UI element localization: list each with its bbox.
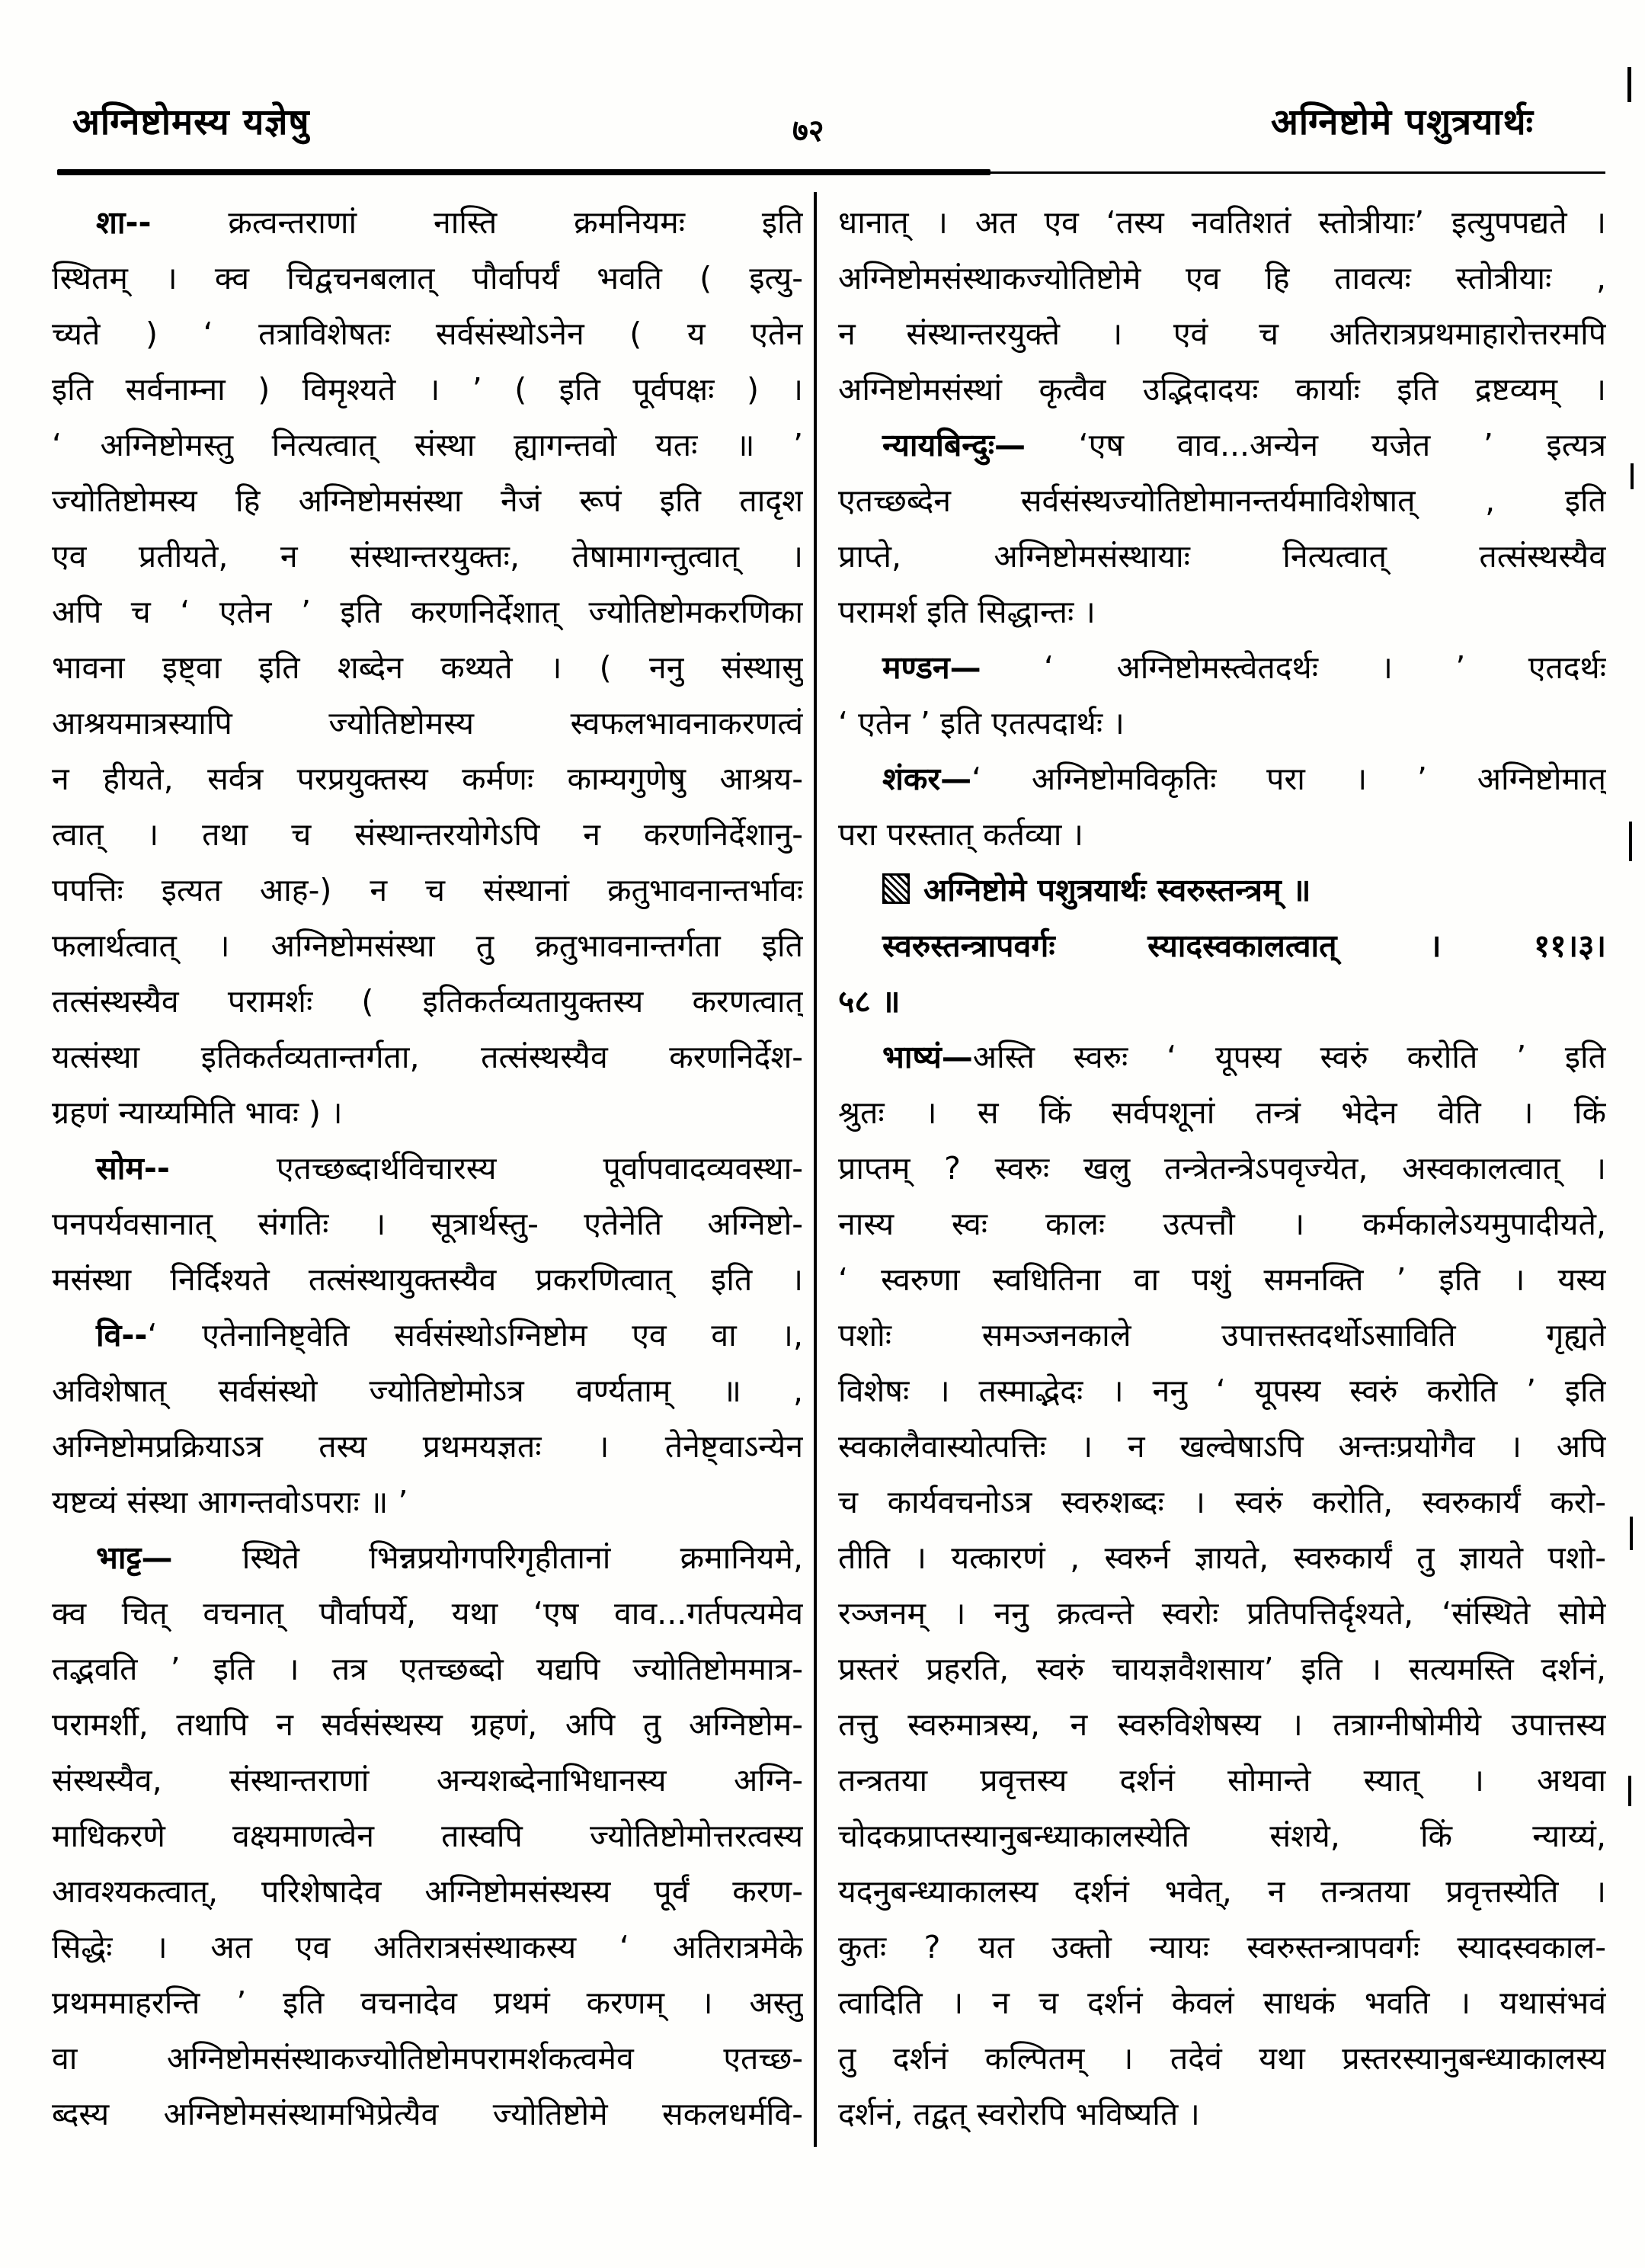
text-line: आश्रयमात्रस्यापि ज्योतिष्टोमस्य स्वफलभावनाकरणत्वं xyxy=(52,705,803,742)
text-line: प्राप्ते, अग्निष्टोमसंस्थायाः नित्यत्वात् तत्संस्थस्यैव xyxy=(838,538,1606,575)
text-line: यष्टव्यं संस्था आगन्तवोऽपराः ॥ ’ xyxy=(52,1484,408,1520)
scan-artifact xyxy=(1627,67,1631,102)
text-line: प्रथममाहरन्ति ’ इति वचनादेव प्रथमं करणम् । अस्तु xyxy=(52,1984,803,2021)
text-line: अविशेषात् सर्वसंस्थो ज्योतिष्टोमोऽत्र वर्ण्यताम् ॥ , xyxy=(52,1373,803,1409)
text-line: तन्त्रतया प्रवृत्तस्य दर्शनं सोमान्ते स्यात् । अथवा xyxy=(838,1762,1606,1799)
text-line: फलार्थत्वात् । अग्निष्टोमसंस्था तु क्रतुभावनान्तर्गता इति xyxy=(52,927,803,964)
text-line: एव प्रतीयते, न संस्थान्तरयुक्तः, तेषामागन्तुत्वात् । xyxy=(52,538,803,575)
text-line: प्राप्तम् ? स्वरुः खलु तन्त्रेतन्त्रेऽपवृज्येत, अस्वकालत्वात् । xyxy=(838,1150,1606,1187)
scan-artifact xyxy=(1630,1517,1633,1550)
text-line: वि--‘ एतेनानिष्ट्वेति सर्वसंस्थोऽग्निष्टोम एव वा ।, xyxy=(96,1317,803,1353)
text-line: च कार्यवचनोऽत्र स्वरुशब्दः । स्वरुं करोति, स्वरुकार्यं करो- xyxy=(838,1484,1606,1520)
text-line: च्यते ) ‘ तत्राविशेषतः सर्वसंस्थोऽनेन ( य एतेन xyxy=(52,316,803,352)
text-line: अग्निष्टोमप्रक्रियाऽत्र तस्य प्रथमयज्ञतः । तेनेष्ट्वाऽन्येन xyxy=(52,1428,803,1465)
page-number: ७२ xyxy=(792,114,824,149)
text-line: चोदकप्राप्तस्यानुबन्ध्याकालस्येति संशये, किं न्याय्यं, xyxy=(838,1818,1606,1854)
text-line: स्थितम् । क्व चिद्वचनबलात् पौर्वापर्यं भवति ( इत्यु- xyxy=(52,260,803,296)
running-header-right: अग्निष्टोमे पशुत्रयार्थः xyxy=(1270,101,1534,143)
text-line: एतच्छब्देन सर्वसंस्थज्योतिष्टोमानन्तर्यमाविशेषात् , इति xyxy=(838,482,1606,519)
text-column-left xyxy=(52,195,803,2142)
text-line: तत्संस्थस्यैव परामर्शः ( इतिकर्तव्यतायुक्तस्य करणत्वात् xyxy=(52,983,803,1020)
text-line: संस्थस्यैव, संस्थान्तराणां अन्यशब्देनाभिधानस्य अग्नि- xyxy=(52,1762,803,1799)
text-line: ज्योतिष्टोमस्य हि अग्निष्टोमसंस्था नैजं रूपं इति तादृश xyxy=(52,482,803,519)
text-line: त्वात् । तथा च संस्थान्तरयोगेऽपि न करणनिर्देशानु- xyxy=(52,816,803,853)
section-ornament-icon xyxy=(882,873,910,904)
text-line: भाट्ट— स्थिते भिन्नप्रयोगपरिगृहीतानां क्रमानियमे, xyxy=(96,1539,803,1576)
text-line: अग्निष्टोमसंस्थाकज्योतिष्टोमे एव हि तावत्यः स्तोत्रीयाः , xyxy=(838,260,1606,296)
text-line: प्रस्तरं प्रहरति, स्वरुं चायज्ञवैशसाय’ इति । सत्यमस्ति दर्शनं, xyxy=(838,1651,1606,1687)
text-line: ५८ ॥ xyxy=(838,983,901,1020)
header-rule-thick xyxy=(57,169,991,175)
text-line: धानात् । अत एव ‘तस्य नवतिशतं स्तोत्रीयाः’ इत्युपपद्यते । xyxy=(838,204,1606,241)
text-line: परामर्श इति सिद्धान्तः । xyxy=(838,594,1096,630)
text-line: आवश्यकत्वात्, परिशेषादेव अग्निष्टोमसंस्थस्य पूर्वं करण- xyxy=(52,1873,803,1910)
text-line: क्व चित् वचनात् पौर्वापर्ये, यथा ‘एष वाव...गर्तपत्यमेव xyxy=(52,1595,803,1632)
text-line: भाष्यं—अस्ति स्वरुः ‘ यूपस्य स्वरुं करोति ’ इति xyxy=(882,1039,1606,1075)
text-line: माधिकरणे वक्ष्यमाणत्वेन तास्वपि ज्योतिष्टोमोत्तरत्वस्य xyxy=(52,1818,803,1854)
commentator-name: भाष्यं— xyxy=(882,1039,973,1075)
text-line: भावना इष्ट्वा इति शब्देन कथ्यते । ( ननु संस्थासु xyxy=(52,649,803,686)
text-line: ग्रहणं न्याय्यमिति भावः ) । xyxy=(52,1094,343,1131)
text-line: स्वरुस्तन्त्रापवर्गः स्यादस्वकालत्वात् । ११।३। xyxy=(882,927,1606,964)
text-line: अग्निष्टोमे पशुत्रयार्थः स्वरुस्तन्त्रम् ॥ xyxy=(838,863,1606,918)
text-line: न हीयते, सर्वत्र परप्रयुक्तस्य कर्मणः काम्यगुणेषु आश्रय- xyxy=(52,761,803,797)
commentator-name: वि-- xyxy=(96,1317,148,1353)
text-line: इति सर्वनाम्ना ) विमृश्यते । ’ ( इति पूर्वपक्षः ) । xyxy=(52,371,803,408)
text-line: नास्य स्वः कालः उत्पत्तौ । कर्मकालेऽयमुपादीयते, xyxy=(838,1206,1606,1242)
text-line: यदनुबन्ध्याकालस्य दर्शनं भवेत्, न तन्त्रतया प्रवृत्तस्येति । xyxy=(838,1873,1606,1910)
text-line: विशेषः । तस्माद्भेदः । ननु ‘ यूपस्य स्वरुं करोति ’ इति xyxy=(838,1373,1606,1409)
text-line: वा अग्निष्टोमसंस्थाकज्योतिष्टोमपरामर्शकत्वमेव एतच्छ- xyxy=(52,2040,803,2077)
text-column-right xyxy=(838,195,1606,2142)
text-line: तद्भवति ’ इति । तत्र एतच्छब्दो यद्यपि ज्योतिष्टोममात्र- xyxy=(52,1651,803,1687)
text-line: पशोः समञ्जनकाले उपात्तस्तदर्थोऽसाविति गृह्यते xyxy=(838,1317,1606,1353)
commentator-name: सोम-- xyxy=(96,1150,170,1187)
text-line: रञ्जनम् । ननु क्रत्वन्ते स्वरोः प्रतिपत्तिर्दृश्यते, ‘संस्थिते सोमे xyxy=(838,1595,1606,1632)
text-line: त्वादिति । न च दर्शनं केवलं साधकं भवति । यथासंभवं xyxy=(838,1984,1606,2021)
commentator-name: भाट्ट— xyxy=(96,1539,173,1576)
text-line: कुतः ? यत उक्तो न्यायः स्वरुस्तन्त्रापवर्गः स्यादस्वकाल- xyxy=(838,1929,1606,1965)
text-line: यत्संस्था इतिकर्तव्यतान्तर्गता, तत्संस्थस्यैव करणनिर्देश- xyxy=(52,1039,803,1075)
scan-artifact xyxy=(1628,1776,1631,1806)
text-line: ब्दस्य अग्निष्टोमसंस्थामभिप्रेत्यैव ज्योतिष्टोमे सकलधर्मवि- xyxy=(52,2096,803,2132)
commentator-name: मण्डन— xyxy=(882,649,981,686)
text-line: स्वकालैवास्योत्पत्तिः । न खल्वेषाऽपि अन्तःप्रयोगैव । अपि xyxy=(838,1428,1606,1465)
scan-artifact xyxy=(1629,822,1632,861)
text-line: तु दर्शनं कल्पितम् । तदेवं यथा प्रस्तरस्यानुबन्ध्याकालस्य xyxy=(838,2040,1606,2077)
text-line: न्यायबिन्दुः— ‘एष वाव...अन्येन यजेत ’ इत्यत्र xyxy=(882,427,1606,463)
text-line: श्रुतः । स किं सर्वपशूनां तन्त्रं भेदेन वेति । किं xyxy=(838,1094,1606,1131)
text-line: मसंस्था निर्दिश्यते तत्संस्थायुक्तस्यैव प्रकरणित्वात् इति । xyxy=(52,1261,803,1298)
column-divider xyxy=(814,192,817,2147)
running-header-left: अग्निष्टोमस्य यज्ञेषु xyxy=(72,101,310,143)
text-line: दर्शनं, तद्वत् स्वरोरपि भविष्यति । xyxy=(838,2096,1200,2132)
text-line: पपत्तिः इत्यत आह-) न च संस्थानां क्रतुभावनान्तर्भावः xyxy=(52,872,803,908)
text-line: परामर्शी, तथापि न सर्वसंस्थस्य ग्रहणं, अपि तु अग्निष्टोम- xyxy=(52,1706,803,1743)
commentator-name: न्यायबिन्दुः— xyxy=(882,427,1026,463)
text-line: तत्तु स्वरुमात्रस्य, न स्वरुविशेषस्य । तत्राग्नीषोमीये उपात्तस्य xyxy=(838,1706,1606,1743)
text-line: मण्डन— ‘ अग्निष्टोमस्त्वेतदर्थः । ’ एतदर्थः xyxy=(882,649,1606,686)
text-line: न संस्थान्तरयुक्ते । एवं च अतिरात्रप्रथमाहारोत्तरमपि xyxy=(838,316,1606,352)
text-line: ‘ स्वरुणा स्वधितिना वा पशुं समनक्ति ’ इति । यस्य xyxy=(838,1261,1606,1298)
text-line: सिद्धेः । अत एव अतिरात्रसंस्थाकस्य ‘ अतिरात्रमेके xyxy=(52,1929,803,1965)
text-line: पनपर्यवसानात् संगतिः । सूत्रार्थस्तु- एतेनेति अग्निष्टो- xyxy=(52,1206,803,1242)
header-rule-thin xyxy=(987,171,1605,174)
text-line: शंकर—‘ अग्निष्टोमविकृतिः परा । ’ अग्निष्टोमात् xyxy=(882,761,1606,797)
commentator-name: शंकर— xyxy=(882,761,972,797)
text-line: शा-- क्रत्वन्तराणां नास्ति क्रमनियमः इति xyxy=(96,204,803,241)
text-line: ‘ एतेन ’ इति एतत्पदार्थः । xyxy=(838,705,1125,742)
text-line: तीति । यत्कारणं , स्वरुर्न ज्ञायते, स्वरुकार्यं तु ज्ञायते पशो- xyxy=(838,1539,1606,1576)
scan-artifact xyxy=(1631,463,1634,489)
text-line: सोम-- एतच्छब्दार्थविचारस्य पूर्वापवादव्यवस्था- xyxy=(96,1150,803,1187)
text-line: ‘ अग्निष्टोमस्तु नित्यत्वात् संस्था ह्यागन्तवो यतः ॥ ’ xyxy=(52,427,803,463)
text-line: अग्निष्टोमसंस्थां कृत्वैव उद्भिदादयः कार्याः इति द्रष्टव्यम् । xyxy=(838,371,1606,408)
text-line: अपि च ‘ एतेन ’ इति करणनिर्देशात् ज्योतिष्टोमकरणिका xyxy=(52,594,803,630)
text-line: परा परस्तात् कर्तव्या । xyxy=(838,816,1083,853)
commentator-name: शा-- xyxy=(96,204,152,241)
